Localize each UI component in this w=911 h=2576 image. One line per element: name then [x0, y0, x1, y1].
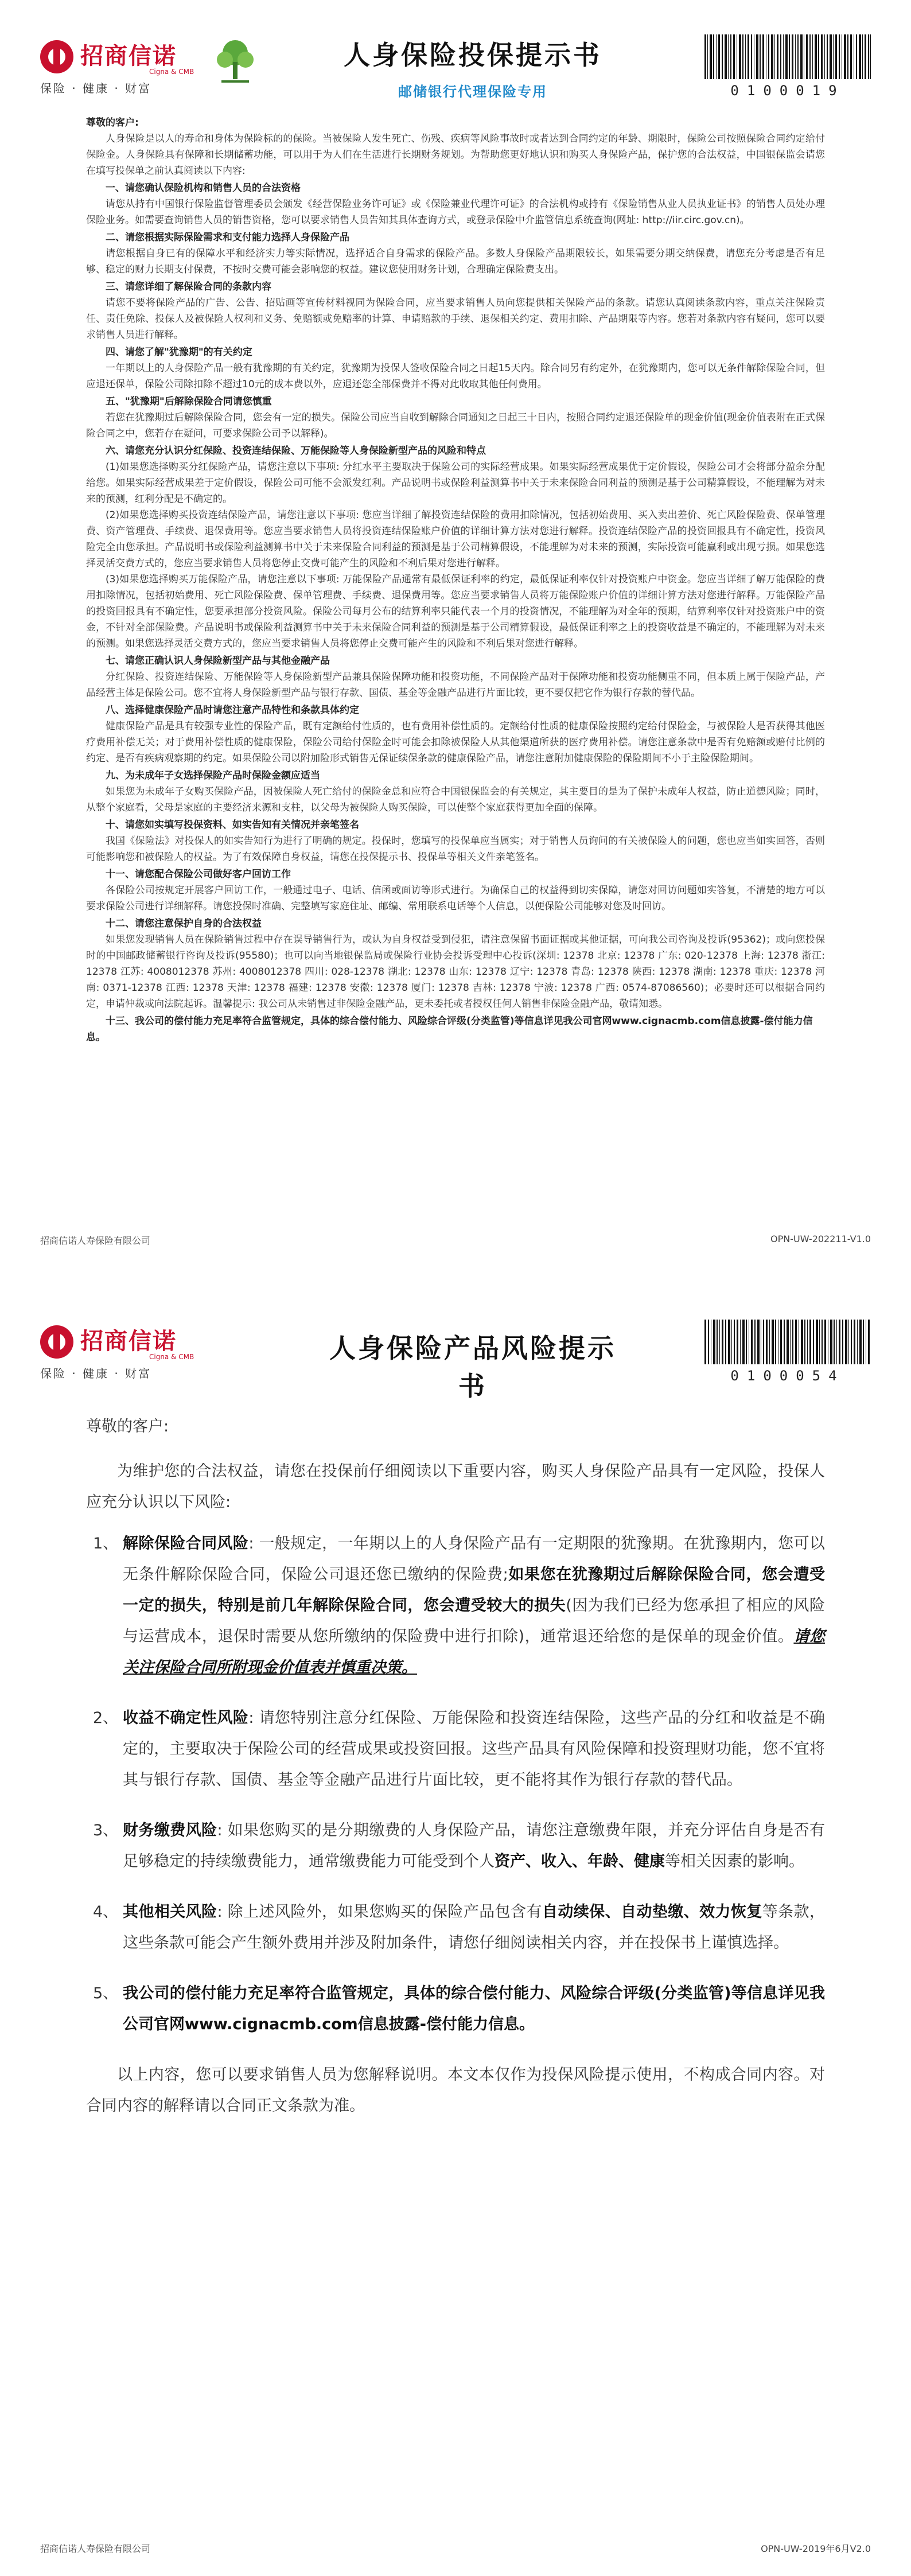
brand-mark-icon: [40, 40, 73, 73]
brand-mark-icon: [40, 1325, 73, 1359]
risk-item-number: 4、: [93, 1903, 119, 1921]
risk-item-text: 等相关因素的影响。: [665, 1853, 804, 1870]
section-text: (3)如果您选择购买万能保险产品，请您注意以下事项: 万能保险产品通常有最低保证利率的约定，最低保证利率仅针对投资账户中资金。您应当详细了解万能保险的费用扣除情况，包括初始费用、死亡风险保险费、保单管理费、手续费、退保费用等。您应当要求销售人员将万能保险账户价值的详细计算方法对您进行解释。万能保险产品的投资回报具有不确定性，您要承担部分投资风险。保险公司每月公布的结算利率只能代表一个月的投资情况，不能理解为对全年的预期，结算利率仅针对投资账户中的资金，不针对全部保险费。产品说明书或保险利益测算书中关于未来保险合同利益的预测是基于公司精算假设，最低保证利率之上的投资收益是不确定的，不能理解为对未来的预测。如果您选择灵活交费方式的，您应当要求销售人员将您停止交费可能产生的风险和不利后果对您进行解释。: [86, 574, 825, 649]
risk-item-underline: 请您关注保险合同所附现金价值表并慎重决策。: [123, 1628, 825, 1676]
page1-footer-company: 招商信诺人寿保险有限公司: [40, 1235, 151, 1246]
section-text: 如果您发现销售人员在保险销售过程中存在误导销售行为，或认为自身权益受到侵犯，请注意保留书面证据或其他证据，可向我公司咨询及投诉(95362)；或向您投保时的中国邮政储蓄银行咨询及投诉(95580)；也可以向当地银保监局或保险行业协会投诉受理中心投诉(深圳: 12378 北京: 12378 广东: 020-12378 上海: 12378 浙江: 12378 江苏: 4008012378 苏州: 4008012378 四川: 028-12378 湖北: 12378 山东: 12378 辽宁: 12378 青岛: 12378 陕西: 12378 湖南: 12378 重庆: 12378 河南: 0371-12378 江西: 12378 天津: 12378 福建: 12378 安徽: 12378 厦门: 12378 吉林: 12378 宁波: 12378 广西: 0574-87086560)；必要时还可以根据合同约定，申请仲裁或向法院起诉。温馨提示: 我公司从未销售过非保险金融产品，更未委托或者授权任何人销售非保险金融产品，敬请知悉。: [86, 934, 825, 1010]
page1-header: [40, 34, 871, 103]
page1-barcode-number: 0100019: [730, 83, 845, 99]
page2-intro: 为维护您的合法权益，请您在投保前仔细阅读以下重要内容，购买人身保险产品具有一定风险，投保人应充分认识以下风险:: [86, 1462, 825, 1511]
risk-item-number: 1、: [93, 1535, 119, 1552]
section-text: 一年期以上的人身保险产品一般有犹豫期的有关约定，犹豫期为投保人签收保险合同之日起15天内。除合同另有约定外，在犹豫期内，您可以无条件解除保险合同，但应退还保单，保险公司除扣除不超过10元的成本费以外，应退还您全部保费并不得对此收取其他任何费用。: [86, 363, 825, 390]
risk-item-text: : 除上述风险外，如果您购买的保险产品包含有: [217, 1903, 542, 1921]
risk-item-number: 3、: [93, 1822, 119, 1839]
risk-item: [86, 1815, 825, 1877]
section-text: 我国《保险法》对投保人的如实告知行为进行了明确的规定。投保时，您填写的投保单应当属实；对于销售人员询问的有关被保险人的问题，您也应当如实回答，否则可能影响您和被保险人的权益。为了有效保障自身权益，请您在投保提示书、投保单等相关文件亲笔签名。: [86, 835, 825, 863]
section-text: 各保险公司按规定开展客户回访工作，一般通过电子、电话、信函或面访等形式进行。为确保自己的权益得到切实保障，请您对回访问题如实答复，不清楚的地方可以要求保险公司进行详细解释。请您投保时准确、完整填写家庭住址、邮编、常用联系电话等个人信息，以便保险公司能够对您及时回访。: [86, 885, 825, 912]
risk-item-label: 解除保险合同风险: [123, 1535, 249, 1552]
page2-footer: [40, 2542, 871, 2555]
section-text: 若您在犹豫期过后解除保险合同，您会有一定的损失。保险公司应当自收到解除合同通知之日起三十日内，按照合同约定退还保险单的现金价值(现金价值表附在正式保险合同之中，您若存在疑问，可要求保险公司予以解释)。: [86, 412, 825, 439]
section-text: 请您根据自身已有的保障水平和经济实力等实际情况，选择适合自身需求的保险产品。多数人身保险产品期限较长，如果需要分期交纳保费，请您充分考虑是否有足够、稳定的财力长期支付保费，不按时交费可能会影响您的权益。建议您使用财务计划，合理确定保险费支出。: [86, 248, 825, 275]
risk-item-number: 5、: [93, 1984, 119, 2002]
section-text: 请您不要将保险产品的广告、公告、招贴画等宣传材料视同为保险合同，应当要求销售人员向您提供相关保险产品的条款。请您认真阅读条款内容，重点关注保险责任、责任免除、投保人及被保险人权利和义务、免赔额或免赔率的计算、申请赔款的手续、退保相关约定、费用扣除、产品期限等内容。您若对条款内容有疑问，您可以要求销售人员进行解释。: [86, 297, 825, 341]
section-heading: 一、请您确认保险机构和销售人员的合法资格: [106, 182, 301, 194]
page2-footer-code: OPN-UW-2019年6月V2.0: [761, 2543, 871, 2554]
page1-footer-code: OPN-UW-202211-V1.0: [770, 1233, 871, 1244]
section-heading: 十二、请您注意保护自身的合法权益: [106, 918, 262, 929]
section-heading: 十三、我公司的偿付能力充足率符合监管规定，具体的综合偿付能力、风险综合评级(分类监管)等信息详见我公司官网www.cignacmb.com信息披露-偿付能力信息。: [86, 1015, 813, 1043]
brand-slogan: 保险 · 健康 · 财富: [40, 81, 152, 95]
notice-page-2: [0, 1285, 911, 2576]
section-text: 请您从持有中国银行保险监督管理委员会颁发《经营保险业务许可证》或《保险兼业代理许可证》的合法机构或持有《保险销售从业人员执业证书》的销售人员处办理保险业务。如需要查询销售人员的销售资格，您可以要求销售人员告知其具体查询方式，或登录保险中介监管信息系统查询(网址: http://iir.circ.gov.cn)。: [86, 199, 825, 226]
section-text: 健康保险产品是具有较强专业性的保险产品，既有定额给付性质的，也有费用补偿性质的。定额给付性质的健康保险按照约定给付保险金，与被保险人是否获得其他医疗费用补偿无关；对于费用补偿性质的健康保险，保险公司给付保险金时可能会扣除被保险人从其他渠道所获的医疗费用补偿。请您注意条款中是否有免赔额或赔付比例的约定、是否有疾病观察期的约定。如果保险公司以附加险形式销售无保证续保条款的健康保险产品，请您注意附加健康保险的保险期间不小于主险保险期间。: [86, 721, 825, 764]
page2-body: [86, 1411, 825, 2122]
page1-barcode: [704, 34, 871, 98]
company-logo: [40, 1320, 281, 1383]
risk-item-text: : 请您特别注意分红保险、万能保险和投资连结保险，这些产品的分红和收益是不确定的，主要取决于保险公司的经营成果或投资回报。这些产品具有风险保障和投资理财功能，您不宜将其与银行存款、国债、基金等金融产品进行片面比较，更不能将其作为银行存款的替代品。: [123, 1709, 826, 1789]
brand-sub: Cigna & CMB: [149, 1353, 194, 1361]
section-heading: 八、选择健康保险产品时请您注意产品特性和条款具体约定: [106, 705, 359, 716]
page2-title-block: [316, 1320, 630, 1403]
section-heading: 五、"犹豫期"后解除保险合同请您慎重: [106, 396, 272, 407]
risk-item-number: 2、: [93, 1709, 119, 1727]
risk-item-emphasis: 如果您在犹豫期过后解除保险合同，您会遭受一定的损失，特别是前几年解除保险合同，您会遭受较大的损失: [123, 1566, 825, 1614]
page2-greeting: 尊敬的客户:: [86, 1418, 169, 1435]
tree-logo-icon: [212, 37, 258, 88]
notice-page-1: [0, 0, 911, 1262]
risk-item: [86, 1897, 825, 1959]
risk-item-label: 我公司的偿付能力充足率符合监管规定，具体的综合偿付能力、风险综合评级(分类监管)等信息详见我公司官网www.cignacmb.com信息披露-偿付能力信息。: [123, 1984, 825, 2033]
risk-item: [86, 1978, 825, 2040]
page1-title: 人身保险投保提示书: [344, 40, 602, 71]
page2-title: 人身保险产品风险提示书: [329, 1333, 616, 1402]
barcode-bars-icon: [704, 34, 871, 79]
page1-title-block: [316, 34, 630, 100]
brand-name: 招商信诺: [80, 42, 177, 69]
page2-barcode-number: 0100054: [730, 1368, 845, 1384]
risk-item-label: 财务缴费风险: [123, 1822, 217, 1839]
risk-item-text: (因为我们已经为您承担了相应的风险与运营成本，退保时需要从您所缴纳的保险费中进行扣除)，通常退还给您的是保单的现金价值。: [123, 1597, 825, 1645]
page1-subtitle: 邮储银行代理保险专用: [398, 84, 547, 100]
company-logo: [40, 34, 281, 98]
brand-name: 招商信诺: [80, 1328, 177, 1355]
brand-slogan: 保险 · 健康 · 财富: [40, 1367, 152, 1380]
page1-body: [86, 115, 825, 1045]
risk-item: [86, 1703, 825, 1796]
section-heading: 二、请您根据实际保险需求和支付能力选择人身保险产品: [106, 232, 349, 243]
risk-item-label: 收益不确定性风险: [123, 1709, 249, 1727]
section-heading: 六、请您充分认识分红保险、投资连结保险、万能保险等人身保险新型产品的风险和特点: [106, 445, 486, 457]
section-heading: 十、请您如实填写投保资料、如实告知有关情况并亲笔签名: [106, 819, 359, 831]
page2-footer-company: 招商信诺人寿保险有限公司: [40, 2543, 151, 2554]
barcode-bars-icon: [704, 1320, 871, 1364]
risk-item-text: : 一般规定，一年期以上的人身保险产品有一定期限的犹豫期。在犹豫期内，您可以无条件解除保险合同，保险公司退还您已缴纳的保险费;: [123, 1535, 826, 1583]
page2-header: [40, 1320, 871, 1402]
section-text: 如果您为未成年子女购买保险产品，因被保险人死亡给付的保险金总和应符合中国银保监会的有关规定，其主要目的是为了保护未成年人权益，防止道德风险；同时，从整个家庭看，父母是家庭的主要经济来源和支柱，以父母为被保险人购买保险，可以使整个家庭获得更加全面的保障。: [86, 786, 825, 814]
page2-outro: 以上内容，您可以要求销售人员为您解释说明。本文本仅作为投保风险提示使用，不构成合同内容。对合同内容的解释请以合同正文条款为准。: [86, 2066, 825, 2115]
risk-item-text: : 如果您购买的是分期缴费的人身保险产品，请您注意缴费年限，并充分评估自身是否有足够稳定的持续缴费能力，通常缴费能力可能受到个人: [123, 1822, 825, 1870]
page1-footer: [40, 1233, 871, 1247]
risk-list: [86, 1528, 825, 2040]
section-heading: 三、请您详细了解保险合同的条款内容: [106, 281, 271, 293]
page1-greeting: 尊敬的客户:: [86, 117, 139, 129]
section-text: (1)如果您选择购买分红保险产品，请您注意以下事项: 分红水平主要取决于保险公司的实际经营成果。如果实际经营成果优于定价假设，保险公司才会将部分盈余分配给您。如果实际经营成果差于定价假设，保险公司可能不会派发红利。产品说明书或保险利益测算书中关于未来保险合同利益的预测是基于公司精算假设，不能理解为对未来的预测，红利分配是不确定的。: [86, 461, 825, 505]
brand-sub: Cigna & CMB: [149, 68, 194, 76]
risk-item: [86, 1528, 825, 1683]
page1-intro: 人身保险是以人的寿命和身体为保险标的的保险。当被保险人发生死亡、伤残、疾病等风险事故时或者达到合同约定的年龄、期限时，保险公司按照保险合同约定给付保险金。人身保险具有保障和长期储蓄功能，可以用于为人们在生活进行长期财务规划。为帮助您更好地认识和购买人身保险产品，保护您的合法权益，中国银保监会请您在填写投保单之前认真阅读以下内容:: [86, 133, 825, 177]
section-heading: 七、请您正确认识人身保险新型产品与其他金融产品: [106, 655, 330, 667]
section-text: (2)如果您选择购买投资连结保险产品，请您注意以下事项: 您应当详细了解投资连结保险的费用扣除情况，包括初始费用、买入卖出差价、死亡风险保险费、保单管理费、资产管理费、手续费、退保费用等。您应当要求销售人员将投资连结保险账户价值的详细计算方法对您进行解释。投资连结保险产品的投资回报具有不确定性，投资风险完全由您承担。产品说明书或保险利益测算书中关于未来保险合同利益的预测是基于公司精算假设，不能理解为对未来的预测，实际投资可能赢利或出现亏损。如果您选择灵活交费方式的，您应当要求销售人员将您停止交费可能产生的风险和不利后果对您进行解释。: [86, 509, 825, 569]
risk-item-label: 其他相关风险: [123, 1903, 217, 1921]
section-heading: 四、请您了解"犹豫期"的有关约定: [106, 347, 252, 358]
section-heading: 九、为未成年子女选择保险产品时保险金额应适当: [106, 770, 320, 781]
risk-item-emphasis: 自动续保、自动垫缴、效力恢复: [542, 1903, 762, 1921]
risk-item-text: 等条款，这些条款可能会产生额外费用并涉及附加条件，请您仔细阅读相关内容，并在投保书上谨慎选择。: [123, 1903, 825, 1952]
section-heading: 十一、请您配合保险公司做好客户回访工作: [106, 869, 291, 880]
section-text: 分红保险、投资连结保险、万能保险等人身保险新型产品兼具保险保障功能和投资功能，不同保险产品对于保障功能和投资功能侧重不同，但本质上属于保险产品，产品经营主体是保险公司。您不宜将人身保险新型产品与银行存款、国债、基金等金融产品进行片面比较，更不要仅把它作为银行存款的替代品。: [86, 671, 825, 699]
risk-item-emphasis: 资产、收入、年龄、健康: [495, 1853, 665, 1870]
page2-barcode: [704, 1320, 871, 1383]
